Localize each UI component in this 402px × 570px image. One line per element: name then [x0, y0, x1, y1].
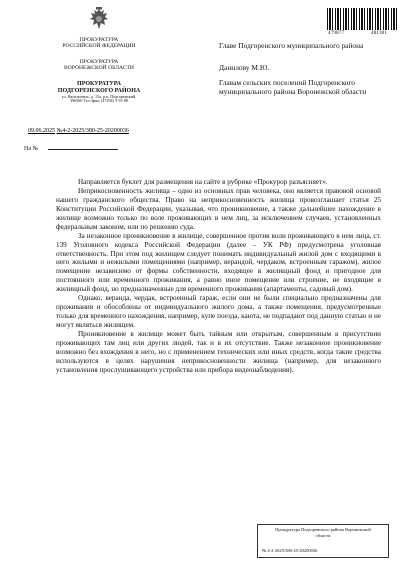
- sender-line-3: ПРОКУРАТУРА: [79, 59, 119, 65]
- barcode-left-number: 479877: [328, 31, 345, 36]
- letter-body: [56, 178, 381, 375]
- sender-line-1: ПРОКУРАТУРА: [79, 37, 119, 43]
- stamp-line-1: Прокуратура Подгоренского района Воронежской: [275, 527, 371, 532]
- addressee-1: Главе Подгоренского муниципального района: [219, 41, 364, 50]
- sender-line-5: ПРОКУРАТУРА: [77, 81, 121, 87]
- sender-address-2: 396560 Тел./факс (47394) 5-55-88: [70, 98, 128, 104]
- registration-date: 09.06.2025: [28, 128, 55, 134]
- registration-line: [28, 128, 129, 134]
- coat-of-arms-icon: [88, 7, 110, 33]
- sender-block-2: [20, 59, 178, 72]
- paragraph-3: За незаконное проникновение в жилище, совершенное против воли проживающего в нем лица, ст. 139 Уголовного кодекса Российской Федерации (далее – УК РФ) предусмотрена уголовная ответственность. При этом под жилищем следует понимать индивидуальный жилой дом с входящими в него жилыми и нежилыми помещениями (например, верандой, чердаком, встроенным гаражом), жилое помещение независимо от формы собственности, входящее в жилищный фонд и пригодное для постоянного или временного проживания, а равно иное помещение или строение, не входящие в жилищный фонд, но предназначенные для временного проживания (апартаменты, садовый дом).: [56, 231, 381, 294]
- addressee-3: Главам сельских поселений Подгоренского муниципального района Воронежской области: [219, 78, 367, 96]
- reference-line: [24, 146, 118, 152]
- paragraph-4: Однако, веранда, чердак, встроенный гараж, если они не были специально предназначены для проживания и обособлены от индивидуального жилого дома, а также помещения, предусмотренные только для временного нахождения, например, купе поезда, каюта, не подпадают под данную статью и не могут являться жилищем.: [56, 294, 381, 329]
- sender-line-6: ПОДГОРЕНСКОГО РАЙОНА: [57, 87, 141, 94]
- reference-blank: [48, 149, 118, 150]
- paragraph-2: Неприкосновенность жилища – одно из основных прав человека, оно является правовой основой нашего гражданского общества. Право на неприкосновенность жилища провозглашает статья 25 Конституции Российской Федерации, указывая, что проникновение, а также дальнейшее нахождение в жилище возможно только по воле проживающих в нем лиц, за исключением случаев, установленных федеральным законом, или по решению суда.: [56, 186, 381, 231]
- registration-number: №4-2-2025/380-25-20200036: [56, 128, 129, 134]
- sender-address-1: ул. Васильевых, д. 15а, р.п. Подгоренский,: [61, 93, 137, 99]
- paragraph-5: Проникновение в жилище может быть тайным или открытым, совершенным в присутствии проживающих там лиц или других людей, так и в их отсутствие. Также незаконное проникновение возможно без вхождения в него, но с применением технических или иных средств, когда такие средства используются в целях нарушения неприкосновенности жилища (например, для незаконного установления прослушивающего устройства или прибора видеонаблюдения).: [56, 329, 381, 374]
- registration-stamp: [257, 524, 389, 558]
- sender-block-3: [20, 81, 178, 104]
- sender-block: [20, 37, 178, 50]
- sender-line-4: ВОРОНЕЖСКОЙ ОБЛАСТИ: [64, 65, 134, 72]
- reference-label: На №: [24, 146, 39, 152]
- addressee-2: Данилову М.Ю.: [219, 63, 270, 72]
- paragraph-1: Направляется буклет для размещения на сайте в рубрике «Прокурор разъясняет».: [78, 178, 328, 186]
- stamp-line-2: области: [315, 532, 331, 538]
- sender-line-2: РОССИЙСКОЙ ФЕДЕРАЦИИ: [62, 43, 136, 50]
- barcode: [327, 8, 397, 30]
- stamp-number: № 4-2-2025/380-25-20200036: [262, 548, 318, 554]
- barcode-right-number: 481301: [371, 31, 388, 36]
